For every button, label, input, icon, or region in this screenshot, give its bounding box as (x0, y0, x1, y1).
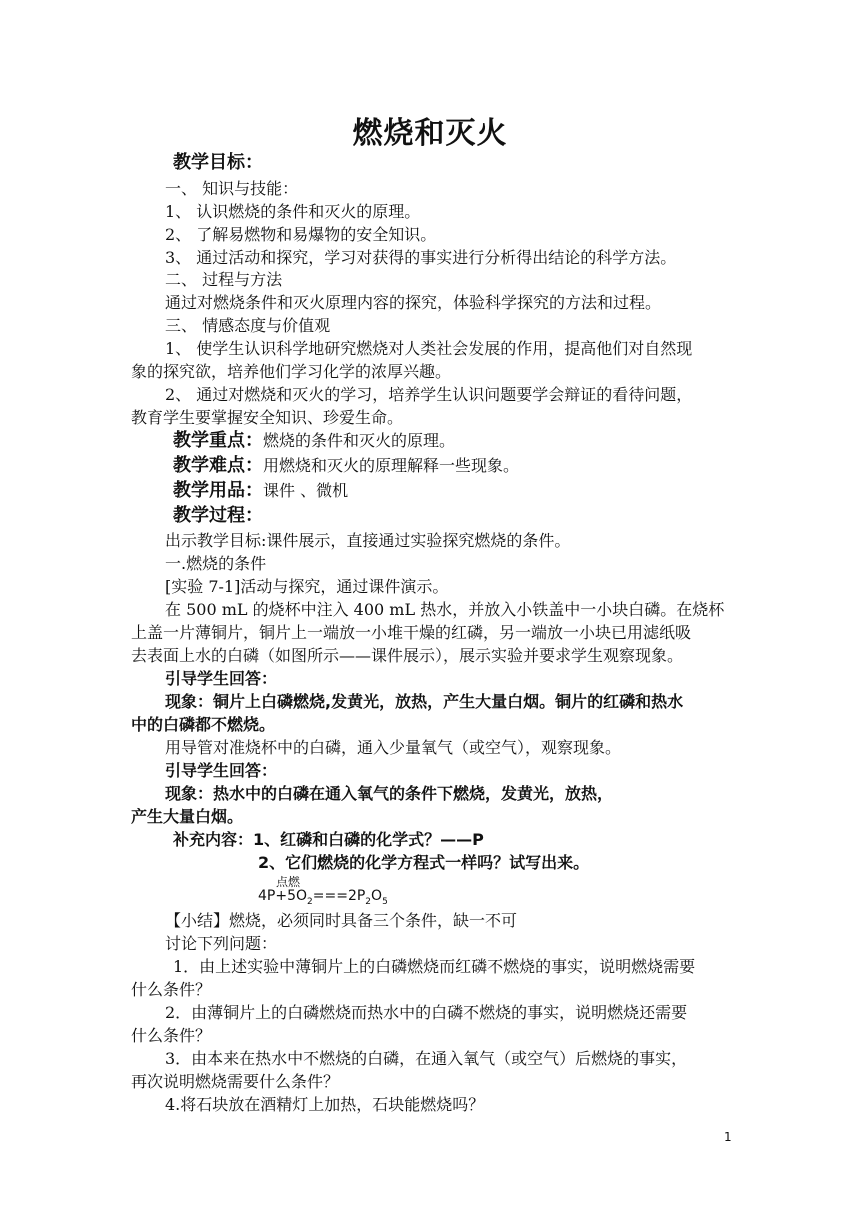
process-line-2: 一.燃烧的条件 (165, 554, 267, 573)
section-3-item-1-line-2: 象的探究欲，培养他们学习化学的浓厚兴趣。 (131, 362, 452, 381)
section-3-item-2-line-2: 教育学生要掌握安全知识、珍爱生命。 (131, 408, 404, 427)
section-1-item-1: 1、 认识燃烧的条件和灭火的原理。 (165, 202, 421, 221)
phenomenon-2-line-2: 产生大量白烟。 (131, 807, 244, 826)
page-title: 燃烧和灭火 (352, 116, 508, 151)
section-2-heading: 二、 过程与方法 (165, 270, 283, 289)
equation-condition: 点燃 (276, 875, 301, 889)
key-point (173, 430, 455, 452)
discussion-heading: 讨论下列问题： (165, 934, 278, 953)
goals-heading: 教学目标： (173, 152, 263, 173)
guide-answer-1: 引导学生回答： (165, 669, 278, 688)
section-1-item-2: 2、 了解易燃物和易爆物的安全知识。 (165, 225, 437, 244)
tools-label: 教学用品： (173, 480, 263, 501)
summary: 【小结】燃烧，必须同时具备三个条件，缺一不可 (165, 911, 518, 930)
section-2-text: 通过对燃烧条件和灭火原理内容的探究，体验科学探究的方法和过程。 (165, 293, 662, 312)
section-1-item-3: 3、 通过活动和探究，学习对获得的事实进行分析得出结论的科学方法。 (165, 248, 677, 267)
question-3-line-1: 3．由本来在热水中不燃烧的白磷，在通入氧气（或空气）后燃烧的事实， (165, 1049, 688, 1068)
key-point-label: 教学重点： (173, 430, 263, 451)
phenomenon-2-line-1: 现象：热水中的白磷在通入氧气的条件下燃烧，发黄光，放热， (165, 784, 614, 803)
experiment-text-line-3: 去表面上水的白磷（如图所示——课件展示），展示实验并要求学生观察现象。 (131, 646, 684, 665)
question-4: 4.将石块放在酒精灯上加热，石块能燃烧吗？ (165, 1095, 485, 1114)
phenomenon-1-line-2: 中的白磷都不燃烧。 (131, 715, 276, 734)
experiment-label: [实验 7-1]活动与探究，通过课件演示。 (165, 577, 449, 596)
section-1-heading: 一、 知识与技能： (165, 179, 299, 198)
experiment-text-line-1: 在 500 mL 的烧杯中注入 400 mL 热水，并放入小铁盖中一小块白磷。在烧杯 (165, 600, 725, 619)
question-2-line-2: 什么条件？ (131, 1026, 212, 1045)
process-line-1: 出示教学目标:课件展示，直接通过实验探究燃烧的条件。 (165, 531, 571, 550)
question-1-line-2: 什么条件？ (131, 980, 212, 999)
oxygen-experiment-text: 用导管对准烧杯中的白磷，通入少量氧气（或空气），观察现象。 (165, 738, 622, 757)
experiment-text-line-2: 上盖一片薄铜片，铜片上一端放一小堆干燥的红磷，另一端放一小块已用滤纸吸 (131, 623, 692, 642)
process-heading: 教学过程： (173, 505, 263, 526)
chemical-equation: $4P+5O_2===2P_2O_5$ (258, 888, 388, 907)
teaching-tools (173, 480, 348, 502)
section-3-item-1-line-1: 1、 使学生认识科学地研究燃烧对人类社会发展的作用，提高他们对自然现 (165, 339, 693, 358)
difficulty-label: 教学难点： (173, 455, 263, 476)
page-number: 1 (724, 1130, 732, 1144)
difficulty-point (173, 455, 519, 477)
phenomenon-1-line-1: 现象：铜片上白磷燃烧,发黄光，放热，产生大量白烟。铜片的红磷和热水 (165, 692, 684, 711)
key-point-text: 燃烧的条件和灭火的原理。 (263, 431, 456, 450)
guide-answer-2: 引导学生回答： (165, 761, 278, 780)
supplement-line-2: 2、它们燃烧的化学方程式一样吗？试写出来。 (258, 853, 590, 872)
section-3-item-2-line-1: 2、 通过对燃烧和灭火的学习，培养学生认识问题要学会辩证的看待问题， (165, 385, 693, 404)
tools-text: 课件 、微机 (263, 481, 349, 500)
question-2-line-1: 2．由薄铜片上的白磷燃烧而热水中的白磷不燃烧的事实，说明燃烧还需要 (165, 1003, 688, 1022)
section-3-heading: 三、 情感态度与价值观 (165, 316, 331, 335)
question-1-line-1: 1．由上述实验中薄铜片上的白磷燃烧而红磷不燃烧的事实，说明燃烧需要 (173, 957, 696, 976)
question-3-line-2: 再次说明燃烧需要什么条件？ (131, 1072, 340, 1091)
supplement-line-1: 补充内容：1、红磷和白磷的化学式？——P (173, 830, 484, 849)
difficulty-text: 用燃烧和灭火的原理解释一些现象。 (263, 456, 520, 475)
